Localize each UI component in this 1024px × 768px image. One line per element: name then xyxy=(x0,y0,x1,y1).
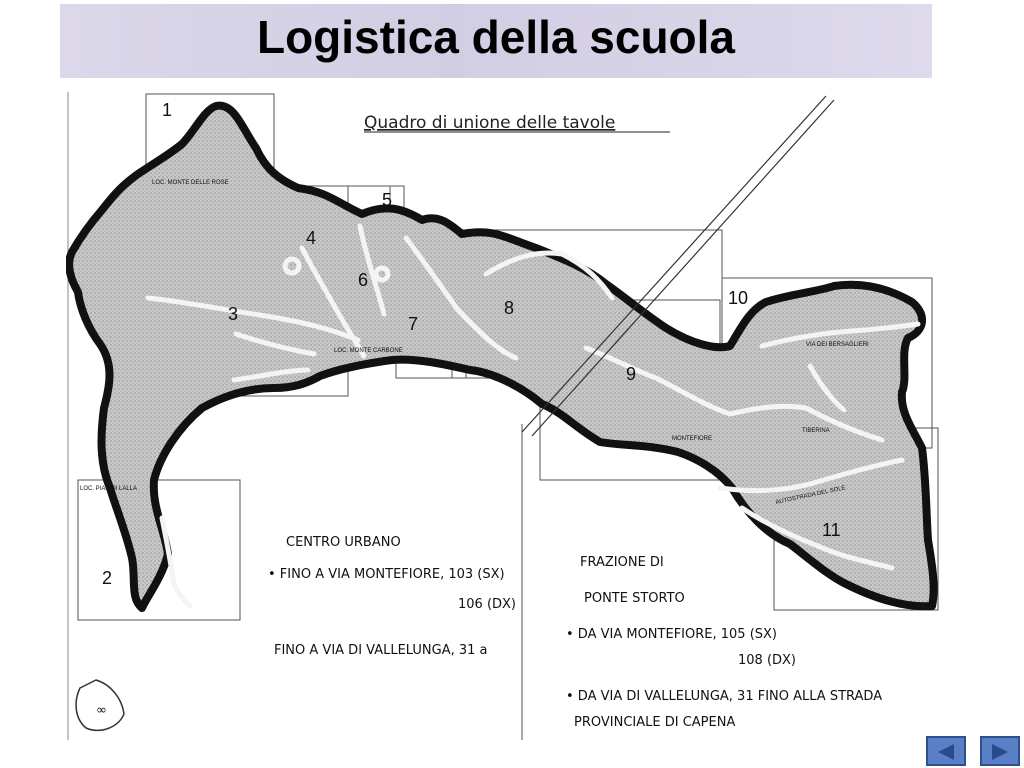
label-monte-carbone: LOC. MONTE CARBONE xyxy=(334,348,403,354)
map-heading: Quadro di unione delle tavole xyxy=(364,113,616,133)
sheet-number-3: 3 xyxy=(228,304,239,324)
note-frazione-line1: • DA VIA MONTEFIORE, 105 (SX) xyxy=(566,627,777,642)
arrow-right-icon xyxy=(986,742,1014,762)
sheet-number-10: 10 xyxy=(728,288,749,308)
next-slide-button[interactable] xyxy=(980,736,1020,766)
title-band xyxy=(60,4,932,78)
slide-title: Logistica della scuola xyxy=(256,11,736,63)
label-monte-delle-rose: LOC. MONTE DELLE ROSE xyxy=(152,180,229,186)
label-pian-di-lalla: LOC. PIAN DI LALLA xyxy=(80,486,138,492)
note-frazione-line2: 108 (DX) xyxy=(738,653,797,668)
prev-slide-button[interactable] xyxy=(926,736,966,766)
sheet-number-4: 4 xyxy=(306,228,317,248)
sheet-number-1: 1 xyxy=(162,100,173,120)
note-frazione-line4: PROVINCIALE DI CAPENA xyxy=(574,715,736,730)
note-centro-line2: 106 (DX) xyxy=(458,597,517,612)
note-centro-line1: • FINO A VIA MONTEFIORE, 103 (SX) xyxy=(268,567,505,582)
note-frazione-line3: • DA VIA DI VALLELUNGA, 31 FINO ALLA STRADA xyxy=(566,689,883,704)
note-frazione-heading2: PONTE STORTO xyxy=(584,591,685,606)
label-montefiore: MONTEFIORE xyxy=(672,436,712,442)
note-frazione-heading1: FRAZIONE DI xyxy=(580,555,664,570)
note-centro-line3: FINO A VIA DI VALLELUNGA, 31 a xyxy=(274,643,488,658)
map-panel xyxy=(66,88,942,744)
arrow-left-icon xyxy=(932,742,960,762)
sheet-number-5: 5 xyxy=(382,190,393,210)
label-autostrada: AUTOSTRADA DEL SOLE xyxy=(775,485,847,506)
municipality-map xyxy=(66,88,942,744)
sheet-number-11: 11 xyxy=(822,520,841,540)
sheet-number-2: 2 xyxy=(102,568,113,588)
sheet-number-9: 9 xyxy=(626,364,637,384)
note-centro-urbano xyxy=(268,535,516,658)
sheet-number-7: 7 xyxy=(408,314,419,334)
note-centro-heading: CENTRO URBANO xyxy=(286,535,401,550)
label-tiberina: TIBERINA xyxy=(802,428,830,434)
label-via-bersaglieri: VIA DEI BERSAGLIERI xyxy=(806,342,869,348)
emblem-icon xyxy=(76,680,124,730)
sheet-number-6: 6 xyxy=(358,270,369,290)
sheet-number-8: 8 xyxy=(504,298,515,318)
emblem-symbol: ∞ xyxy=(96,703,107,718)
